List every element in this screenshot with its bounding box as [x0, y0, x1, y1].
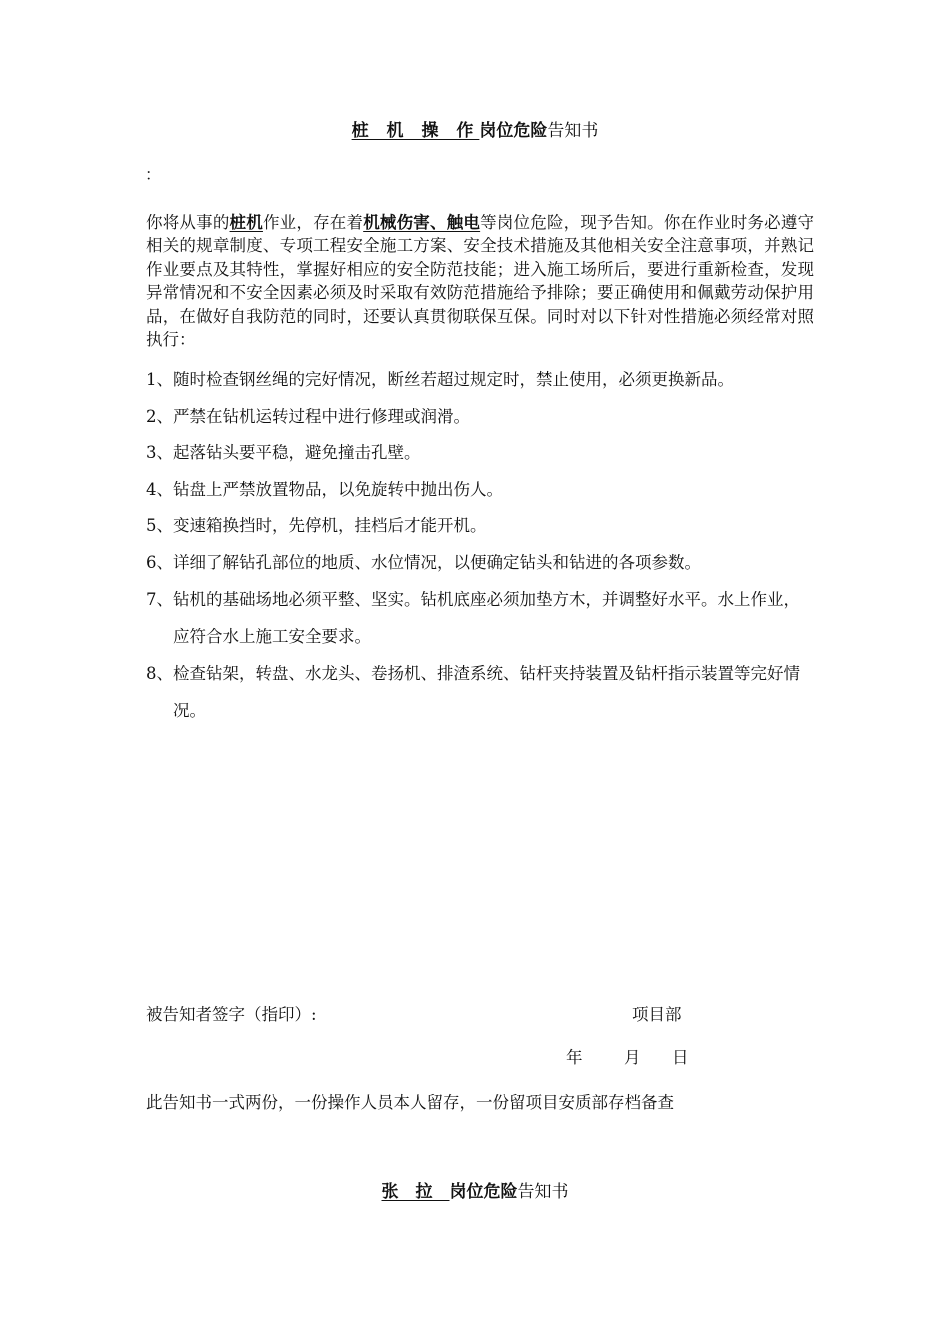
- intro-paragraph: [146, 211, 814, 351]
- project-department: 项目部: [632, 1005, 682, 1024]
- title-middle: 岗位危险: [479, 121, 548, 141]
- intro-text-1: 你将从事的: [146, 213, 230, 232]
- date-line: [566, 1047, 689, 1069]
- next-notice-title: [0, 1180, 950, 1204]
- list-item: 5、变速箱换挡时，先停机，挂档后才能开机。: [146, 516, 487, 536]
- list-item: 4、钻盘上严禁放置物品，以免旋转中抛出伤人。: [146, 479, 503, 499]
- date-day: 日: [672, 1048, 689, 1067]
- measures-list: [146, 368, 814, 735]
- list-item: 1、随时检查钢丝绳的完好情况，断丝若超过规定时，禁止使用，必须更换新品。: [146, 370, 734, 389]
- title-middle: 岗位危险: [449, 1182, 518, 1202]
- title-suffix: 告知书: [547, 121, 599, 141]
- title-role: 桩 机 操 作: [351, 121, 480, 141]
- intro-text-2: 作业，存在着: [262, 213, 364, 232]
- job-name: 桩机: [229, 213, 263, 232]
- title-suffix: 告知书: [517, 1182, 569, 1202]
- list-item: 8、检查钻架，转盘、水龙头、卷扬机、排渣系统、钻杆夹持装置及钻杆指示装置等完好情况。: [146, 663, 800, 720]
- intro-text-3: 等岗位危险，现予告知。你在作业时务必遵守相关的规章制度、专项工程安全施工方案、安全技术措施及其他相关安全注意事项，并熟记作业要点及其特性，掌握好相应的安全防范技能；进入施工场所后，要进行重新检查，发现异常情况和不安全因素必须及时采取有效防范措施给予排除；要正确使用和佩戴劳动保护用品，在做好自我防范的同时，还要认真贯彻联保互保。同时对以下针对性措施必须经常对照执行：: [146, 213, 815, 350]
- hazard-list: 机械伤害、触电: [363, 213, 481, 232]
- title-role: 张 拉: [381, 1182, 450, 1202]
- date-year: 年: [566, 1048, 583, 1067]
- list-item: 3、起落钻头要平稳，避免撞击孔壁。: [146, 443, 421, 463]
- list-item: 7、钻机的基础场地必须平整、坚实。钻机底座必须加垫方木，并调整好水平。水上作业，应符合水上施工安全要求。: [146, 589, 800, 647]
- signature-label: 被告知者签字（指印）:: [146, 1005, 317, 1024]
- recipient-colon: ：: [145, 165, 162, 184]
- list-item: 6、详细了解钻孔部位的地质、水位情况，以便确定钻头和钻进的各项参数。: [146, 552, 701, 572]
- date-month: 月: [624, 1048, 641, 1067]
- notice-title: [0, 119, 950, 143]
- copies-note: 此告知书一式两份，一份操作人员本人留存，一份留项目安质部存档备查: [146, 1093, 674, 1112]
- list-item: 2、严禁在钻机运转过程中进行修理或润滑。: [146, 406, 470, 426]
